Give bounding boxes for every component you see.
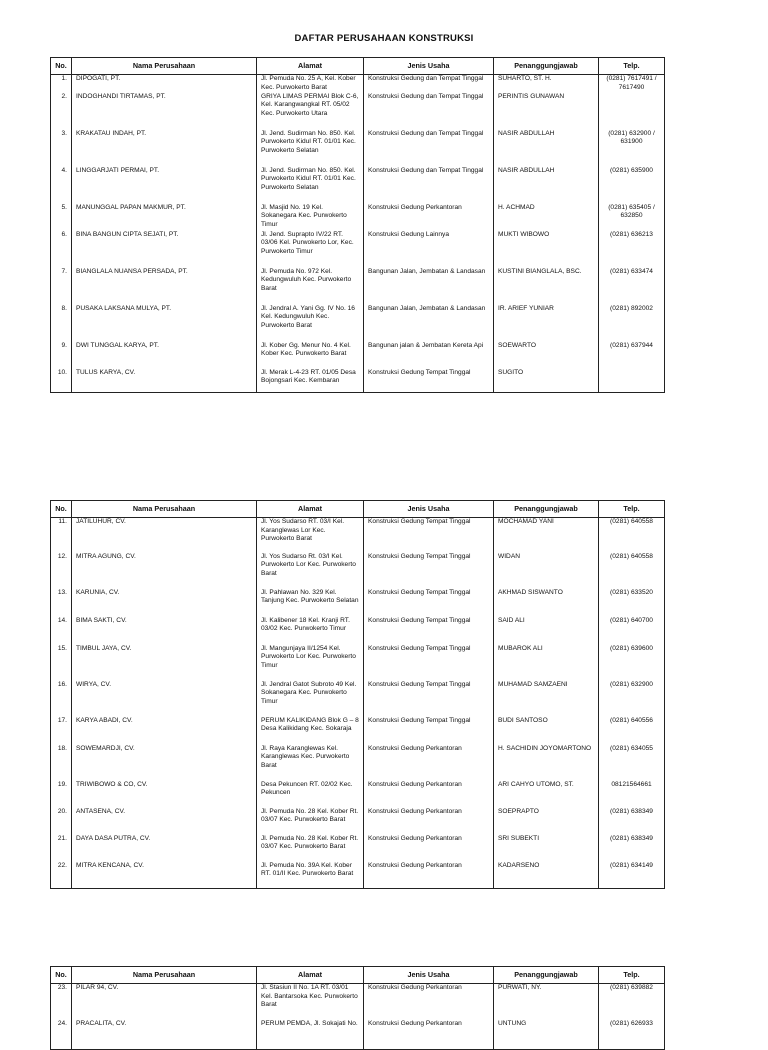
- column-header-business-type: Jenis Usaha: [364, 58, 494, 75]
- company-table-3: [50, 966, 665, 1050]
- business-type: Konstruksi Gedung Perkantoran: [364, 781, 494, 808]
- column-header-phone-number: Telp.: [599, 967, 665, 984]
- table-row: [51, 781, 665, 808]
- row-number: 17.: [51, 717, 72, 745]
- row-number: 4.: [51, 167, 72, 204]
- business-type: Konstruksi Gedung Perkantoran: [364, 745, 494, 781]
- company-name: PRACALITA, CV.: [72, 1020, 257, 1050]
- company-name: INDOGHANDI TIRTAMAS, PT.: [72, 93, 257, 130]
- person-in-charge: MUHAMAD SAMZAENI: [494, 681, 599, 717]
- business-type: Konstruksi Gedung Perkantoran: [364, 835, 494, 862]
- company-address: Jl. Kalibener 18 Kel. Kranji RT. 03/02 Kec. Purwokerto Timur: [257, 617, 364, 645]
- phone-number: (0281) 640556: [599, 717, 665, 745]
- row-number: 14.: [51, 617, 72, 645]
- business-type: Bangunan jalan & Jembatan Kereta Api: [364, 342, 494, 369]
- company-name: BIANGLALA NUANSA PERSADA, PT.: [72, 268, 257, 305]
- row-number: 18.: [51, 745, 72, 781]
- row-number: 10.: [51, 369, 72, 393]
- business-type: Konstruksi Gedung Tempat Tinggal: [364, 717, 494, 745]
- business-type: Konstruksi Gedung Tempat Tinggal: [364, 369, 494, 393]
- business-type: Konstruksi Gedung Perkantoran: [364, 808, 494, 835]
- business-type: Konstruksi Gedung Tempat Tinggal: [364, 553, 494, 589]
- company-address: Jl. Kober Gg. Menur No. 4 Kel. Kober Kec. Purwokerto Barat: [257, 342, 364, 369]
- person-in-charge: IR. ARIEF YUNIAR: [494, 305, 599, 342]
- company-name: BIMA SAKTI, CV.: [72, 617, 257, 645]
- business-type: Konstruksi Gedung Perkantoran: [364, 1020, 494, 1050]
- row-number: 21.: [51, 835, 72, 862]
- person-in-charge: ARI CAHYO UTOMO, ST.: [494, 781, 599, 808]
- company-address: Jl. Yos Sudarso Rt. 03/I Kel. Purwokerto Lor Kec. Purwokerto Barat: [257, 553, 364, 589]
- phone-number: (0281) 634055: [599, 745, 665, 781]
- column-header-company-address: Alamat: [257, 501, 364, 518]
- column-header-business-type: Jenis Usaha: [364, 967, 494, 984]
- table-row: [51, 204, 665, 231]
- row-number: 24.: [51, 1020, 72, 1050]
- table-row: [51, 369, 665, 393]
- phone-number: (0281) 639600: [599, 645, 665, 681]
- company-address: Jl. Yos Sudarso RT. 03/I Kel. Karanglewas Lor Kec. Purwokerto Barat: [257, 518, 364, 553]
- person-in-charge: MOCHAMAD YANI: [494, 518, 599, 553]
- company-address: Jl. Pemuda No. 39A Kel. Kober RT. 01/II Kec. Purwokerto Barat: [257, 862, 364, 889]
- column-header-company-address: Alamat: [257, 967, 364, 984]
- column-header-person-in-charge: Penanggungjawab: [494, 967, 599, 984]
- company-name: BINA BANGUN CIPTA SEJATI, PT.: [72, 231, 257, 268]
- person-in-charge: PURWATI, NY.: [494, 984, 599, 1020]
- column-header-company-address: Alamat: [257, 58, 364, 75]
- row-number: 9.: [51, 342, 72, 369]
- column-header-row-number: No.: [51, 967, 72, 984]
- row-number: 6.: [51, 231, 72, 268]
- table-row: [51, 589, 665, 617]
- column-header-row-number: No.: [51, 58, 72, 75]
- phone-number: (0281) 636213: [599, 231, 665, 268]
- business-type: Konstruksi Gedung Tempat Tinggal: [364, 645, 494, 681]
- phone-number: (0281) 7617491 / 7617490: [599, 75, 665, 93]
- company-address: PERUM PEMDA, Jl. Sokajati No.: [257, 1020, 364, 1050]
- table-header-row: [51, 501, 665, 518]
- phone-number: (0281) 638349: [599, 808, 665, 835]
- company-name: TULUS KARYA, CV.: [72, 369, 257, 393]
- person-in-charge: SUHARTO, ST. H.: [494, 75, 599, 93]
- company-address: Jl. Jend. Suprapto IV/22 RT. 03/06 Kel. Purwokerto Lor, Kec. Purwokerto Timur: [257, 231, 364, 268]
- person-in-charge: WIDAN: [494, 553, 599, 589]
- phone-number: (0281) 632900 / 631900: [599, 130, 665, 167]
- company-name: TIMBUL JAYA, CV.: [72, 645, 257, 681]
- phone-number: (0281) 638349: [599, 835, 665, 862]
- column-header-person-in-charge: Penanggungjawab: [494, 58, 599, 75]
- company-address: Jl. Jend. Sudirman No. 850. Kel. Purwokerto Kidul RT. 01/01 Kec. Purwokerto Selatan: [257, 167, 364, 204]
- table-row: [51, 305, 665, 342]
- company-name: MANUNGGAL PAPAN MAKMUR, PT.: [72, 204, 257, 231]
- company-name: JATILUHUR, CV.: [72, 518, 257, 553]
- company-address: Jl. Pemuda No. 972 Kel. Kedungwuluh Kec. Purwokerto Barat: [257, 268, 364, 305]
- table-row: [51, 130, 665, 167]
- company-name: ANTASENA, CV.: [72, 808, 257, 835]
- row-number: 7.: [51, 268, 72, 305]
- table-row: [51, 835, 665, 862]
- business-type: Konstruksi Gedung dan Tempat Tinggal: [364, 75, 494, 93]
- row-number: 19.: [51, 781, 72, 808]
- person-in-charge: SOEPRAPTO: [494, 808, 599, 835]
- company-name: KARYA ABADI, CV.: [72, 717, 257, 745]
- business-type: Konstruksi Gedung Tempat Tinggal: [364, 589, 494, 617]
- company-address: GRIYA LIMAS PERMAI Blok C-6, Kel. Karangwangkal RT. 05/02 Kec. Purwokerto Utara: [257, 93, 364, 130]
- row-number: 12.: [51, 553, 72, 589]
- phone-number: [599, 93, 665, 130]
- row-number: 20.: [51, 808, 72, 835]
- phone-number: (0281) 633474: [599, 268, 665, 305]
- company-name: DIPOGATI, PT.: [72, 75, 257, 93]
- column-header-company-name: Nama Perusahaan: [72, 501, 257, 518]
- column-header-company-name: Nama Perusahaan: [72, 58, 257, 75]
- table-row: [51, 862, 665, 889]
- table-row: [51, 231, 665, 268]
- company-name: PILAR 94, CV.: [72, 984, 257, 1020]
- row-number: 15.: [51, 645, 72, 681]
- company-name: DWI TUNGGAL KARYA, PT.: [72, 342, 257, 369]
- company-address: Jl. Stasiun II No. 1A RT. 03/01 Kel. Bantarsoka Kec. Purwokerto Barat: [257, 984, 364, 1020]
- person-in-charge: H. SACHIDIN JOYOMARTONO: [494, 745, 599, 781]
- person-in-charge: MUBAROK ALI: [494, 645, 599, 681]
- person-in-charge: UNTUNG: [494, 1020, 599, 1050]
- person-in-charge: NASIR ABDULLAH: [494, 167, 599, 204]
- person-in-charge: SOEWARTO: [494, 342, 599, 369]
- row-number: 16.: [51, 681, 72, 717]
- table-row: [51, 681, 665, 717]
- company-address: Jl. Jendral Gatot Subroto 49 Kel. Sokanegara Kec. Purwokerto Timur: [257, 681, 364, 717]
- row-number: 2.: [51, 93, 72, 130]
- phone-number: (0281) 635405 / 632850: [599, 204, 665, 231]
- table-row: [51, 984, 665, 1020]
- business-type: Konstruksi Gedung Perkantoran: [364, 204, 494, 231]
- company-address: Jl. Mangunjaya II/1254 Kel. Purwokerto Lor Kec. Purwokerto Timur: [257, 645, 364, 681]
- person-in-charge: H. ACHMAD: [494, 204, 599, 231]
- phone-number: (0281) 626933: [599, 1020, 665, 1050]
- table-row: [51, 342, 665, 369]
- company-address: Jl. Jendral A. Yani Gg. IV No. 16 Kel. Kedungwuluh Kec. Purwokerto Barat: [257, 305, 364, 342]
- phone-number: (0281) 640700: [599, 617, 665, 645]
- person-in-charge: SRI SUBEKTI: [494, 835, 599, 862]
- company-name: WIRYA, CV.: [72, 681, 257, 717]
- business-type: Konstruksi Gedung Perkantoran: [364, 984, 494, 1020]
- row-number: 5.: [51, 204, 72, 231]
- column-header-row-number: No.: [51, 501, 72, 518]
- table-row: [51, 717, 665, 745]
- phone-number: (0281) 892002: [599, 305, 665, 342]
- business-type: Bangunan Jalan, Jembatan & Landasan: [364, 305, 494, 342]
- table-header-row: [51, 967, 665, 984]
- phone-number: (0281) 639882: [599, 984, 665, 1020]
- person-in-charge: PERINTIS GUNAWAN: [494, 93, 599, 130]
- company-address: Jl. Merak L-4-23 RT. 01/05 Desa Bojongsari Kec. Kembaran: [257, 369, 364, 393]
- company-address: Desa Pekuncen RT. 02/02 Kec. Pekuncen: [257, 781, 364, 808]
- document-title: DAFTAR PERUSAHAAN KONSTRUKSI: [294, 33, 474, 44]
- phone-number: (0281) 634149: [599, 862, 665, 889]
- business-type: Konstruksi Gedung dan Tempat Tinggal: [364, 130, 494, 167]
- column-header-phone-number: Telp.: [599, 58, 665, 75]
- phone-number: (0281) 637944: [599, 342, 665, 369]
- row-number: 23.: [51, 984, 72, 1020]
- company-address: PERUM KALIKIDANG Blok G – 8 Desa Kalikidang Kec. Sokaraja: [257, 717, 364, 745]
- row-number: 3.: [51, 130, 72, 167]
- company-name: SOWEMARDJI, CV.: [72, 745, 257, 781]
- company-name: KRAKATAU INDAH, PT.: [72, 130, 257, 167]
- column-header-person-in-charge: Penanggungjawab: [494, 501, 599, 518]
- company-address: Jl. Pahlawan No. 329 Kel. Tanjung Kec. Purwokerto Selatan: [257, 589, 364, 617]
- column-header-phone-number: Telp.: [599, 501, 665, 518]
- company-name: PUSAKA LAKSANA MULYA, PT.: [72, 305, 257, 342]
- row-number: 8.: [51, 305, 72, 342]
- person-in-charge: SAID ALI: [494, 617, 599, 645]
- company-name: LINGGARJATI PERMAI, PT.: [72, 167, 257, 204]
- company-name: TRIWIBOWO & CO, CV.: [72, 781, 257, 808]
- table-row: [51, 553, 665, 589]
- person-in-charge: KUSTINI BIANGLALA, BSC.: [494, 268, 599, 305]
- phone-number: (0281) 640558: [599, 553, 665, 589]
- person-in-charge: NASIR ABDULLAH: [494, 130, 599, 167]
- phone-number: (0281) 635900: [599, 167, 665, 204]
- company-name: MITRA AGUNG, CV.: [72, 553, 257, 589]
- phone-number: [599, 369, 665, 393]
- company-name: MITRA KENCANA, CV.: [72, 862, 257, 889]
- row-number: 22.: [51, 862, 72, 889]
- business-type: Konstruksi Gedung dan Tempat Tinggal: [364, 167, 494, 204]
- company-address: Jl. Raya Karanglewas Kel. Karanglewas Kec. Purwokerto Barat: [257, 745, 364, 781]
- business-type: Bangunan Jalan, Jembatan & Landasan: [364, 268, 494, 305]
- table-row: [51, 268, 665, 305]
- business-type: Konstruksi Gedung Lainnya: [364, 231, 494, 268]
- company-address: Jl. Jend. Sudirman No. 850. Kel. Purwokerto Kidul RT. 01/01 Kec. Purwokerto Selatan: [257, 130, 364, 167]
- table-row: [51, 75, 665, 93]
- company-table-2: [50, 500, 665, 889]
- column-header-business-type: Jenis Usaha: [364, 501, 494, 518]
- person-in-charge: MUKTI WIBOWO: [494, 231, 599, 268]
- business-type: Konstruksi Gedung Tempat Tinggal: [364, 518, 494, 553]
- table-row: [51, 518, 665, 553]
- table-row: [51, 808, 665, 835]
- table-row: [51, 1020, 665, 1050]
- row-number: 1.: [51, 75, 72, 93]
- company-table-1: [50, 57, 665, 393]
- person-in-charge: BUDI SANTOSO: [494, 717, 599, 745]
- company-name: DAYA DASA PUTRA, CV.: [72, 835, 257, 862]
- person-in-charge: AKHMAD SISWANTO: [494, 589, 599, 617]
- table-row: [51, 645, 665, 681]
- person-in-charge: SUGITO: [494, 369, 599, 393]
- phone-number: (0281) 633520: [599, 589, 665, 617]
- phone-number: (0281) 640558: [599, 518, 665, 553]
- phone-number: 08121564661: [599, 781, 665, 808]
- business-type: Konstruksi Gedung dan Tempat Tinggal: [364, 93, 494, 130]
- column-header-company-name: Nama Perusahaan: [72, 967, 257, 984]
- table-row: [51, 745, 665, 781]
- company-address: Jl. Pemuda No. 25 A, Kel. Kober Kec. Purwokerto Barat: [257, 75, 364, 93]
- table-row: [51, 617, 665, 645]
- row-number: 11.: [51, 518, 72, 553]
- table-row: [51, 93, 665, 130]
- business-type: Konstruksi Gedung Tempat Tinggal: [364, 617, 494, 645]
- row-number: 13.: [51, 589, 72, 617]
- business-type: Konstruksi Gedung Perkantoran: [364, 862, 494, 889]
- table-header-row: [51, 58, 665, 75]
- company-address: Jl. Masjid No. 19 Kel. Sokanegara Kec. Purwokerto Timur: [257, 204, 364, 231]
- company-address: Jl. Pemuda No. 28 Kel. Kober Rt. 03/07 Kec. Purwokerto Barat: [257, 835, 364, 862]
- person-in-charge: KADARSENO: [494, 862, 599, 889]
- company-name: KARUNIA, CV.: [72, 589, 257, 617]
- business-type: Konstruksi Gedung Tempat Tinggal: [364, 681, 494, 717]
- company-address: Jl. Pemuda No. 28 Kel. Kober Rt. 03/07 Kec. Purwokerto Barat: [257, 808, 364, 835]
- table-row: [51, 167, 665, 204]
- phone-number: (0281) 632900: [599, 681, 665, 717]
